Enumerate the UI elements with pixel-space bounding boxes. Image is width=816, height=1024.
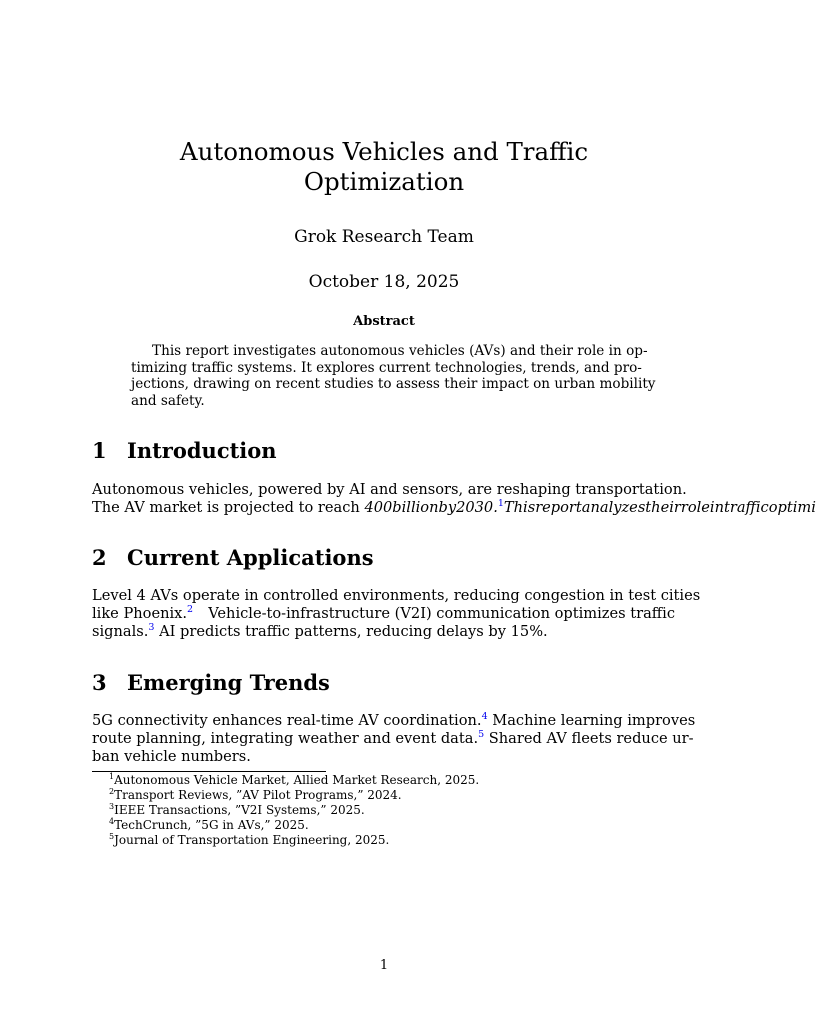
current-applications-paragraph [92,587,701,641]
footnote-item [109,818,669,833]
footnote-item [109,773,669,788]
abstract-heading: Abstract [353,314,415,329]
introduction-paragraph [92,481,816,517]
footnote-text: Journal of Transportation Engineering, 2025. [114,833,390,847]
footnote-link[interactable]: 3 [148,622,155,633]
math-run: 400billionby2030. [364,499,498,516]
text-run: like Phoenix. [92,605,188,622]
footnote-mark: 4 [109,817,115,826]
paragraph-line: Level 4 AVs operate in controlled environments, reducing congestion in test cities [92,587,701,604]
footnote-text: Transport Reviews, ”AV Pilot Programs,” 2024. [114,788,402,802]
emerging-trends-paragraph [92,711,696,766]
footnote-text: Autonomous Vehicle Market, Allied Market Research, 2025. [114,773,480,787]
footnote-mark: 3 [109,802,115,811]
footnote-link[interactable]: 2 [187,604,194,615]
footnote-item [109,803,669,818]
paragraph-line [92,729,694,748]
abstract-line: jections, drawing on recent studies to assess their impact on urban mobility [131,376,656,392]
page-number: 1 [379,958,389,973]
footnote-link[interactable]: 4 [481,711,488,722]
abstract-body [131,343,656,409]
text-run [92,605,193,623]
text-run: signals. [92,623,149,640]
abstract-line: This report investigates autonomous vehicles (AVs) and their role in op- [152,343,648,359]
abstract-line: and safety. [131,392,205,409]
paper-title [0,137,768,197]
text-run: Shared AV fleets reduce ur- [484,730,694,747]
text-run: 5G connectivity enhances real-time AV coordination. [92,712,482,729]
section-title: Current Applications [127,545,374,570]
footnote-link[interactable]: 1 [497,498,504,509]
section-heading-current-applications [92,545,374,571]
footnote-divider [92,771,326,772]
footnote-mark: 1 [109,772,115,781]
section-title: Introduction [127,438,277,463]
footnote-item [109,833,669,848]
section-number: 1 [92,438,107,463]
section-number: 2 [92,545,107,570]
section-number: 3 [92,670,107,695]
section-heading-introduction [92,438,277,464]
paragraph-line: Autonomous vehicles, powered by AI and sensors, are reshaping transportation. [92,481,687,498]
footnote-link[interactable]: 5 [478,729,485,740]
paragraph-line: ban vehicle numbers. [92,748,251,765]
author: Grok Research Team [294,227,474,247]
footnote-text: TechCrunch, ”5G in AVs,” 2025. [114,818,309,832]
footnote-item [109,788,669,803]
math-run-overflow: Thisreportanalyzestheirroleintrafficoptimi [503,499,816,516]
footnotes [109,773,669,848]
footnote-mark: 2 [109,787,115,796]
title-line: Autonomous Vehicles and Traffic [179,137,589,166]
title-line: Optimization [303,167,465,196]
section-title: Emerging Trends [127,670,330,695]
footnote-mark: 5 [109,832,115,841]
text-run: Machine learning improves [487,712,696,729]
section-heading-emerging-trends [92,670,330,696]
text-run: route planning, integrating weather and event data. [92,730,479,747]
paragraph-line [92,623,675,641]
abstract-line: timizing traffic systems. It explores current technologies, trends, and pro- [131,359,642,376]
paragraph-line [92,605,675,623]
paragraph-line [92,711,696,730]
text-run: The AV market is projected to reach [92,499,365,516]
date: October 18, 2025 [308,272,460,292]
paragraph-line [92,498,816,517]
text-run: Vehicle-to-infrastructure (V2I) communication optimizes traffic [208,605,675,622]
text-run: AI predicts traffic patterns, reducing delays by 15%. [154,623,548,640]
footnote-text: IEEE Transactions, ”V2I Systems,” 2025. [114,803,365,817]
